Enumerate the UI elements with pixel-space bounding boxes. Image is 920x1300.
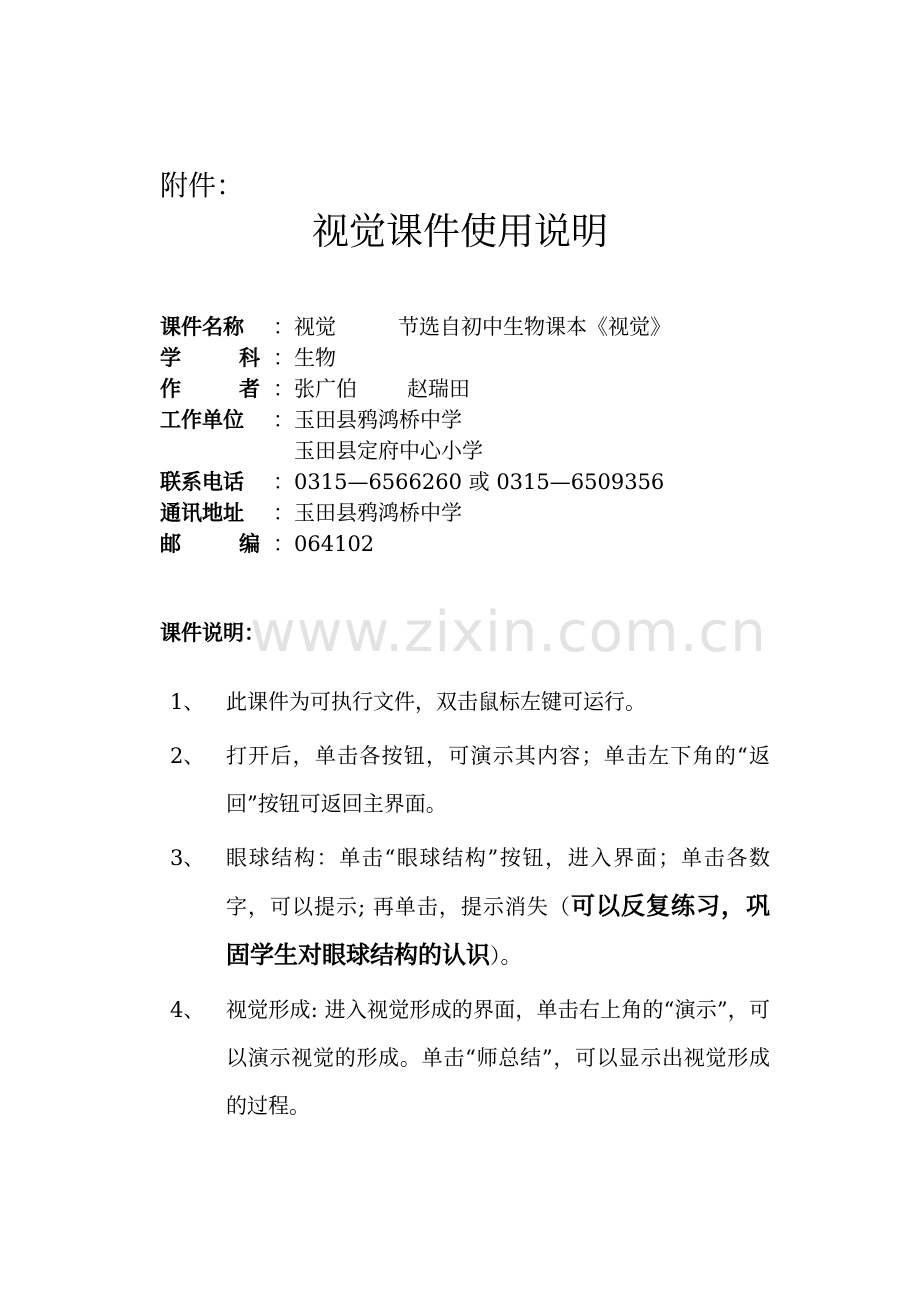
info-value-course-name <box>294 312 671 343</box>
list-item-text <box>226 834 770 980</box>
info-key-subject <box>160 343 294 374</box>
attachment-label: 附件： <box>160 169 245 202</box>
list-item-number: 2、 <box>170 744 205 768</box>
info-key-address <box>160 498 294 529</box>
course-name-value: 视觉 <box>294 315 336 339</box>
list-item-number: 1、 <box>170 690 205 714</box>
watermark: www.zixin.com.cn <box>250 600 767 665</box>
unit-value-2: 玉田县定府中心小学 <box>294 439 483 463</box>
info-key-course-name <box>160 312 294 343</box>
list-item-text-before: 眼球结构：单击“眼球结构”按钮，进入界面；单击各数字，可以提示; 再单击，提示消失（ <box>226 846 770 919</box>
subject-key-char-2: 科 <box>239 346 260 370</box>
list-item-text-after: ）。 <box>490 944 522 968</box>
list-item-text: 此课件为可执行文件，双击鼠标左键可运行。 <box>226 690 646 714</box>
colon: ： <box>273 408 294 432</box>
info-key-unit <box>160 405 294 436</box>
info-key-postcode <box>160 529 294 560</box>
colon: ： <box>273 470 294 494</box>
subject-key <box>160 343 260 374</box>
address-key: 通讯地址 <box>160 501 244 525</box>
document-title: 视觉课件使用说明 <box>312 210 608 253</box>
postcode-key <box>160 529 260 560</box>
course-info-table <box>160 312 671 560</box>
colon: ： <box>273 501 294 525</box>
list-item-number: 4、 <box>170 998 205 1022</box>
subject-value: 生物 <box>294 346 336 370</box>
author-key <box>160 374 260 405</box>
phone-key: 联系电话 <box>160 470 244 494</box>
info-key-empty <box>160 436 294 467</box>
unit-value-1: 玉田县鸦鸿桥中学 <box>294 408 462 432</box>
list-item-text: 打开后，单击各按钮，可演示其内容；单击左下角的“返回”按钮可返回主界面。 <box>226 744 770 816</box>
address-value: 玉田县鸦鸿桥中学 <box>294 501 462 525</box>
info-row-unit <box>160 405 671 436</box>
info-key-phone <box>160 467 294 498</box>
list-item <box>170 986 770 1130</box>
list-item-number: 3、 <box>170 846 205 870</box>
info-row-subject <box>160 343 671 374</box>
author-key-char-1: 作 <box>160 377 181 401</box>
list-item <box>170 834 770 980</box>
postcode-value: 064102 <box>294 532 375 556</box>
list-item-text-emphasis: 可以反复练习，巩固学生对眼球结构的认识 <box>226 892 771 969</box>
list-item <box>170 732 770 828</box>
info-row-author <box>160 374 671 405</box>
colon: ： <box>273 346 294 370</box>
course-name-source: 节选自初中生物课本《视觉》 <box>398 315 671 339</box>
postcode-key-char-2: 编 <box>239 532 260 556</box>
author-name-1: 张广伯 <box>294 377 357 401</box>
colon: ： <box>273 377 294 401</box>
colon: ： <box>273 315 294 339</box>
phone-value: 0315—6566260 或 0315—6509356 <box>294 470 665 494</box>
info-row-phone <box>160 467 671 498</box>
info-row-address <box>160 498 671 529</box>
info-row-postcode <box>160 529 671 560</box>
list-item <box>170 678 770 726</box>
unit-key: 工作单位 <box>160 408 244 432</box>
info-row-unit-continued <box>160 436 671 467</box>
author-name-2: 赵瑞田 <box>407 377 470 401</box>
info-value-author <box>294 374 470 405</box>
author-key-char-2: 者 <box>239 377 260 401</box>
instructions-heading: 课件说明： <box>160 621 265 645</box>
info-key-author <box>160 374 294 405</box>
instructions-list <box>170 678 770 1136</box>
info-row-course-name <box>160 312 671 343</box>
course-name-key: 课件名称 <box>160 315 244 339</box>
colon: ： <box>273 532 294 556</box>
subject-key-char-1: 学 <box>160 346 181 370</box>
postcode-key-char-1: 邮 <box>160 532 181 556</box>
list-item-text: 视觉形成: 进入视觉形成的界面，单击右上角的“演示”，可以演示视觉的形成。单击“师总结”，可以显示出视觉形成的过程。 <box>226 998 770 1118</box>
